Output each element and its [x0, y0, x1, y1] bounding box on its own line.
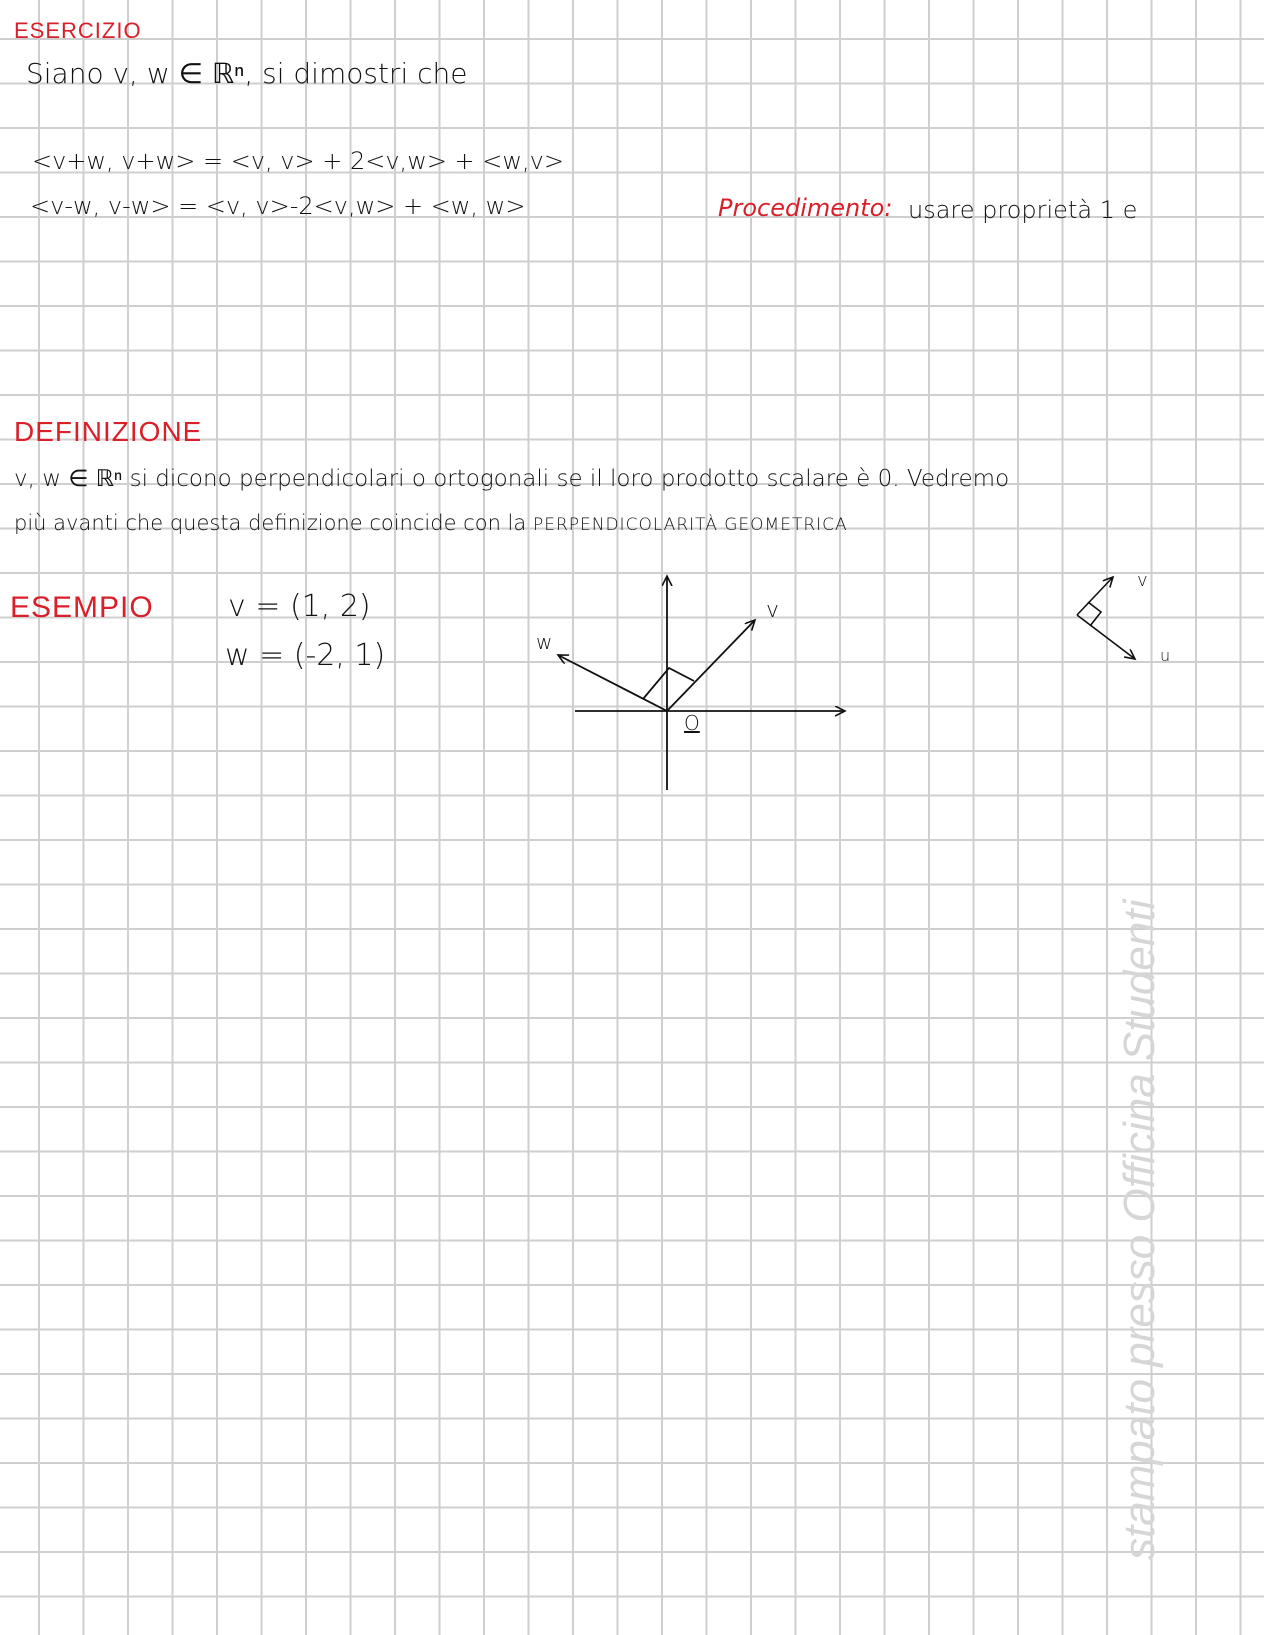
- vector-w-definition: w = (-2, 1): [225, 638, 386, 673]
- vector-w-arrow: [558, 655, 667, 711]
- small-vector-u-arrow: [1077, 615, 1135, 659]
- definizione-line-2-text: più avanti che questa definizione coincide con la: [14, 511, 527, 535]
- small-right-angle-mark: [1088, 602, 1101, 626]
- vector-v-arrow: [667, 620, 755, 711]
- identity-plus: <v+w, v+w> = <v, v> + 2<v,w> + <w,v>: [32, 147, 564, 175]
- esercizio-heading: ESERCIZIO: [14, 18, 142, 43]
- diagram-label-origin: O: [684, 711, 700, 735]
- diagram-label-w: w: [536, 630, 553, 654]
- definizione-heading: DEFINIZIONE: [14, 416, 203, 447]
- small-diagram-label-v: v: [1137, 570, 1148, 591]
- watermark: stampato presso Officina Studenti: [1115, 899, 1164, 1560]
- diagram-label-v: v: [766, 598, 780, 623]
- vector-v-definition: v = (1, 2): [228, 589, 371, 624]
- definizione-line-1: v, w ∈ ℝⁿ si dicono perpendicolari o ortogonali se il loro prodotto scalare è 0. Vedremo: [14, 466, 1010, 492]
- hint-label: Procedimento:: [718, 194, 893, 222]
- right-angle-mark: [643, 668, 694, 699]
- hint-text: usare proprietà 1 e: [908, 196, 1138, 224]
- small-vector-v-arrow: [1077, 577, 1113, 615]
- esempio-heading: ESEMPIO: [10, 591, 154, 624]
- small-diagram-label-u: u: [1160, 646, 1171, 665]
- esercizio-statement: Siano v, w ∈ ℝⁿ, si dimostri che: [26, 57, 468, 90]
- identity-minus: <v-w, v-w> = <v, v>-2<v,w> + <w, w>: [30, 192, 526, 220]
- definizione-line-2-caps: PERPENDICOLARITÀ GEOMETRICA: [532, 515, 848, 535]
